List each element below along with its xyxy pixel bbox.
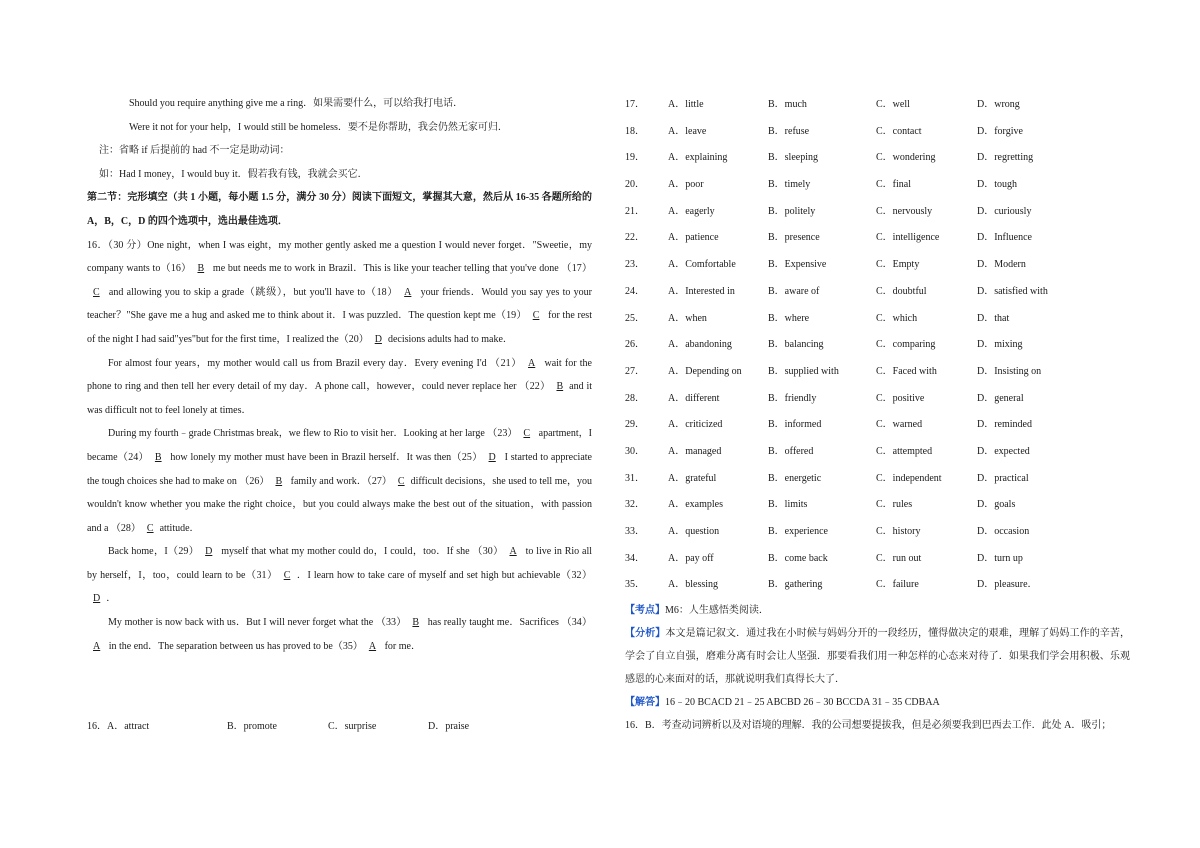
passage-paragraph-3 (87, 422, 592, 540)
fenxi-tag: 【分析】 (625, 628, 666, 640)
option-b: B．refuse (768, 125, 810, 137)
option-a: A．poor (668, 179, 704, 191)
fenxi-section (625, 622, 1130, 691)
question-number: 27． (625, 365, 645, 377)
option-a: A．examples (668, 499, 723, 511)
passage-text: and it was difficult not to feel lonely at times． (87, 381, 592, 416)
passage-text: how lonely my mother must have been in Brazil herself．It was then（25） (167, 451, 483, 463)
answer-blank: A (368, 640, 377, 652)
option-c: C．nervously (876, 205, 933, 217)
option-b: B．much (768, 99, 807, 110)
option-row (625, 199, 1130, 226)
option-a: A．explaining (668, 152, 728, 164)
answer-blank: C (523, 428, 531, 440)
option-16-a: 16．A．attract (87, 721, 150, 732)
question-number: 18． (625, 125, 645, 137)
right-column (625, 92, 1130, 737)
passage-paragraph-5 (87, 611, 592, 658)
passage-text: to live in Rio all by herself，I，too，could learn to be（31） (87, 546, 592, 581)
explanation-16: 16．B．考查动词辨析以及对语境的理解．我的公司想要提拔我，但是必须要我到巴西去工作．此处 A．吸引； (625, 720, 1112, 732)
option-row (625, 439, 1130, 466)
answer-blank: B (197, 263, 205, 275)
question-number: 29． (625, 419, 645, 431)
option-c: C．intelligence (876, 232, 940, 244)
passage-text: family and work．（27） (288, 475, 392, 487)
question-number: 30． (625, 445, 645, 457)
answer-blank: D (374, 333, 382, 345)
option-b: B．supplied with (768, 365, 839, 377)
question-number: 28． (625, 392, 645, 404)
question-number: 35． (625, 579, 645, 591)
answer-blank: A (404, 286, 412, 298)
passage-text: ．I learn how to take care of myself and set high but achievable（32） (296, 569, 593, 581)
option-row (625, 279, 1130, 306)
option-d: D．pleasure． (977, 579, 1038, 591)
option-a: A．blessing (668, 579, 718, 591)
passage-text: I started to appreciate the tough choices she had to make on （26） (87, 451, 592, 487)
passage-paragraph-1 (87, 234, 592, 352)
question-number: 31． (625, 472, 645, 484)
option-a: A．Depending on (668, 365, 742, 377)
option-d: D．forgive (977, 125, 1023, 137)
option-16-c: C．surprise (328, 721, 377, 732)
option-c: C．doubtful (876, 285, 927, 297)
option-row (625, 386, 1130, 413)
answer-blank: C (397, 475, 405, 487)
option-row (625, 225, 1130, 252)
question-number: 21． (625, 205, 645, 217)
option-16-b: B．promote (227, 721, 277, 732)
option-b: B．come back (768, 552, 828, 564)
passage-text: For almost four years，my mother would call us from Brazil every day．Every evening I'd （21） (108, 357, 523, 369)
option-b: B．balancing (768, 339, 824, 351)
jieda-section (625, 691, 1130, 714)
option-d: D．wrong (977, 99, 1020, 110)
question-number: 34． (625, 552, 645, 564)
option-b: B．aware of (768, 285, 820, 297)
option-d: D．tough (977, 179, 1017, 191)
option-d: D．regretting (977, 152, 1034, 164)
answer-blank: D (205, 546, 213, 558)
option-b: B．gathering (768, 579, 823, 591)
question-number: 19． (625, 152, 645, 164)
question-number: 33． (625, 526, 645, 537)
option-d: D．mixing (977, 339, 1023, 351)
passage-text: During my fourth﹣grade Christmas break，we flew to Rio to visit her．Looking at her large （23） (108, 428, 518, 440)
option-d: D．expected (977, 445, 1030, 457)
example-sentence-1: Should you require anything give me a ring．如果需要什么，可以给我打电话． (129, 98, 464, 109)
answer-blank: A (93, 640, 101, 652)
jieda-text: 16﹣20 BCACD 21﹣25 ABCBD 26﹣30 BCCDA 31﹣35 CDBAA (665, 697, 940, 709)
option-d: D．satisfied with (977, 285, 1048, 297)
passage-paragraph-2 (87, 352, 592, 423)
option-d: D．turn up (977, 552, 1023, 564)
option-c: C．Empty (876, 259, 920, 271)
option-row (625, 252, 1130, 279)
passage-text: and allowing you to skip a grade（跳级），but you'll have to（18） (105, 286, 399, 298)
passage-text: wait for the phone to ring and then tell her every detail of my day．A phone call，however，could never replace her （22） (87, 357, 592, 393)
question-number: 20． (625, 179, 645, 191)
passage-text: attitude． (159, 522, 200, 534)
question-number: 17． (625, 99, 645, 110)
option-row (625, 412, 1130, 439)
option-row (625, 546, 1130, 573)
option-a: A．Interested in (668, 285, 735, 297)
option-c: C．wondering (876, 152, 936, 164)
answer-blank: C (93, 286, 100, 298)
passage-text: myself that what my mother could do，I could，too．If she （30） (218, 546, 504, 558)
option-d: D．occasion (977, 526, 1030, 537)
option-row (625, 359, 1130, 386)
answer-blank: C (283, 569, 291, 581)
option-b: B．energetic (768, 472, 822, 484)
left-column (87, 92, 592, 658)
answer-blank: A (528, 357, 536, 369)
option-row (625, 332, 1130, 359)
option-b: B．friendly (768, 392, 817, 404)
option-c: C．final (876, 179, 911, 191)
option-a: A．when (668, 312, 707, 324)
answer-blank: C (146, 522, 154, 534)
answer-blank: C (532, 310, 540, 322)
section-heading: 第二节：完形填空（共 1 小题，每小题 1.5 分，满分 30 分）阅读下面短文，掌握其大意，然后从 16-35 各题所给的 A，B，C，D 的四个选项中，选出最佳选项． (87, 192, 592, 227)
option-c: C．rules (876, 499, 913, 511)
option-row (625, 119, 1130, 146)
option-c: C．attempted (876, 445, 933, 457)
passage-text: for me． (382, 640, 421, 652)
question-number: 32． (625, 499, 645, 511)
passage-paragraph-4 (87, 540, 592, 611)
passage-text: in the end．The separation between us has proved to be（35） (106, 640, 363, 652)
option-b: B．sleeping (768, 152, 818, 164)
answer-blank: B (154, 451, 162, 463)
passage-text: has really taught me．Sacrifices （34） (425, 617, 592, 629)
option-b: B．where (768, 312, 810, 324)
passage-text: me but needs me to work in Brazil．This is like your teacher telling that you've done （17） (210, 263, 592, 275)
option-row (625, 466, 1130, 493)
question-number: 25． (625, 312, 645, 324)
kaodian-text: M6：人生感悟类阅读． (665, 605, 769, 617)
option-c: C．history (876, 526, 921, 537)
passage-text: apartment，I became（24） (87, 428, 593, 463)
passage-text: My mother is now back with us．But I will never forget what the （33） (108, 617, 407, 629)
option-c: C．comparing (876, 339, 936, 351)
option-row (625, 306, 1130, 333)
option-row (625, 172, 1130, 199)
option-d: D．that (977, 312, 1010, 324)
option-b: B．informed (768, 419, 822, 431)
option-c: C．run out (876, 552, 922, 564)
kaodian-section (625, 599, 1130, 622)
option-a: A．little (668, 99, 704, 110)
option-row (625, 519, 1130, 546)
option-d: D．curiously (977, 205, 1032, 217)
option-b: B．offered (768, 445, 814, 457)
option-d: D．goals (977, 499, 1016, 511)
option-a: A．abandoning (668, 339, 732, 351)
answer-blank: A (509, 546, 517, 558)
option-a: A．pay off (668, 552, 714, 564)
option-a: A．different (668, 392, 720, 404)
option-d: D．Insisting on (977, 365, 1042, 377)
option-a: A．patience (668, 232, 719, 244)
option-a: A．managed (668, 445, 722, 457)
question-number: 23． (625, 259, 645, 271)
option-b: B．Expensive (768, 259, 827, 271)
option-b: B．presence (768, 232, 820, 244)
grammar-note: 注：省略 if 后提前的 had 不一定是助动词： (99, 145, 290, 157)
option-d: D．practical (977, 472, 1029, 484)
option-row (625, 492, 1130, 519)
answer-blank: B (412, 617, 420, 629)
passage-text: ． (106, 593, 117, 605)
kaodian-tag: 【考点】 (625, 605, 665, 617)
option-c: C．positive (876, 392, 925, 404)
fenxi-text: 本文是篇记叙文．通过我在小时候与妈妈分开的一段经历，懂得做决定的艰难，理解了妈妈工作的辛苦，学会了自立自强，磨难分离有时会让人坚强．那要看我们用一种怎样的心态来对待了．如果我们学会用积极、乐观感恩的心来面对的话，那就说明我们真得长大了． (625, 628, 1131, 686)
passage-text: for the rest of the night I had said"yes"but for the first time，I realized the（20） (87, 310, 592, 345)
option-row (625, 145, 1130, 172)
option-d: D．Modern (977, 259, 1026, 271)
option-b: B．limits (768, 499, 808, 511)
passage-text: Back home，I（29） (108, 546, 200, 558)
option-d: D．Influence (977, 232, 1032, 244)
option-d: D．general (977, 392, 1024, 404)
option-c: C．independent (876, 472, 942, 484)
option-c: C．contact (876, 125, 922, 137)
question-number: 22． (625, 232, 645, 244)
option-b: B．experience (768, 526, 828, 537)
option-c: C．well (876, 99, 910, 110)
answer-blank: B (556, 381, 564, 393)
question-number: 24． (625, 285, 645, 297)
option-c: C．warned (876, 419, 923, 431)
option-c: C．which (876, 312, 918, 324)
option-row (625, 572, 1130, 599)
answer-blank: B (275, 475, 283, 487)
question-number: 26． (625, 339, 645, 351)
question-16-options (87, 717, 469, 732)
option-a: A．question (668, 526, 720, 537)
option-d: D．reminded (977, 419, 1032, 431)
option-a: A．eagerly (668, 205, 715, 217)
passage-text: your friends．Would you say yes to your teacher？"She gave me a hug and asked me to think about it．I was puzzled．The question kept me（19） (87, 286, 592, 322)
option-b: B．politely (768, 205, 816, 217)
option-a: A．criticized (668, 419, 723, 431)
passage-text: 16．（30 分）One night，when I was eight，my mother gently asked me a question I would never forget．"Sweetie，my company wants to（16） (87, 239, 592, 275)
option-16-d: D．praise (428, 721, 470, 732)
option-a: A．grateful (668, 472, 717, 484)
option-a: A．Comfortable (668, 259, 736, 271)
option-b: B．timely (768, 179, 811, 191)
example-sentence-3: 如：Had I money，I would buy it．假若我有钱，我就会买它． (99, 168, 368, 180)
answer-blank: D (93, 593, 101, 605)
option-row (625, 92, 1130, 119)
answer-blank: D (488, 451, 496, 463)
passage-text: difficult decisions，she used to tell me，you wouldn't know whether you make the right choice，but you could always make the best out of the situation，with passion and a （28） (87, 475, 592, 534)
passage-text: decisions adults had to make． (387, 333, 513, 345)
example-sentence-2: Were it not for your help，I would still be homeless．要不是你帮助，我会仍然无家可归． (129, 121, 508, 133)
option-c: C．Faced with (876, 365, 937, 377)
options-list (625, 92, 1130, 599)
option-c: C．failure (876, 579, 919, 591)
option-a: A．leave (668, 125, 707, 137)
jieda-tag: 【解答】 (625, 697, 665, 709)
